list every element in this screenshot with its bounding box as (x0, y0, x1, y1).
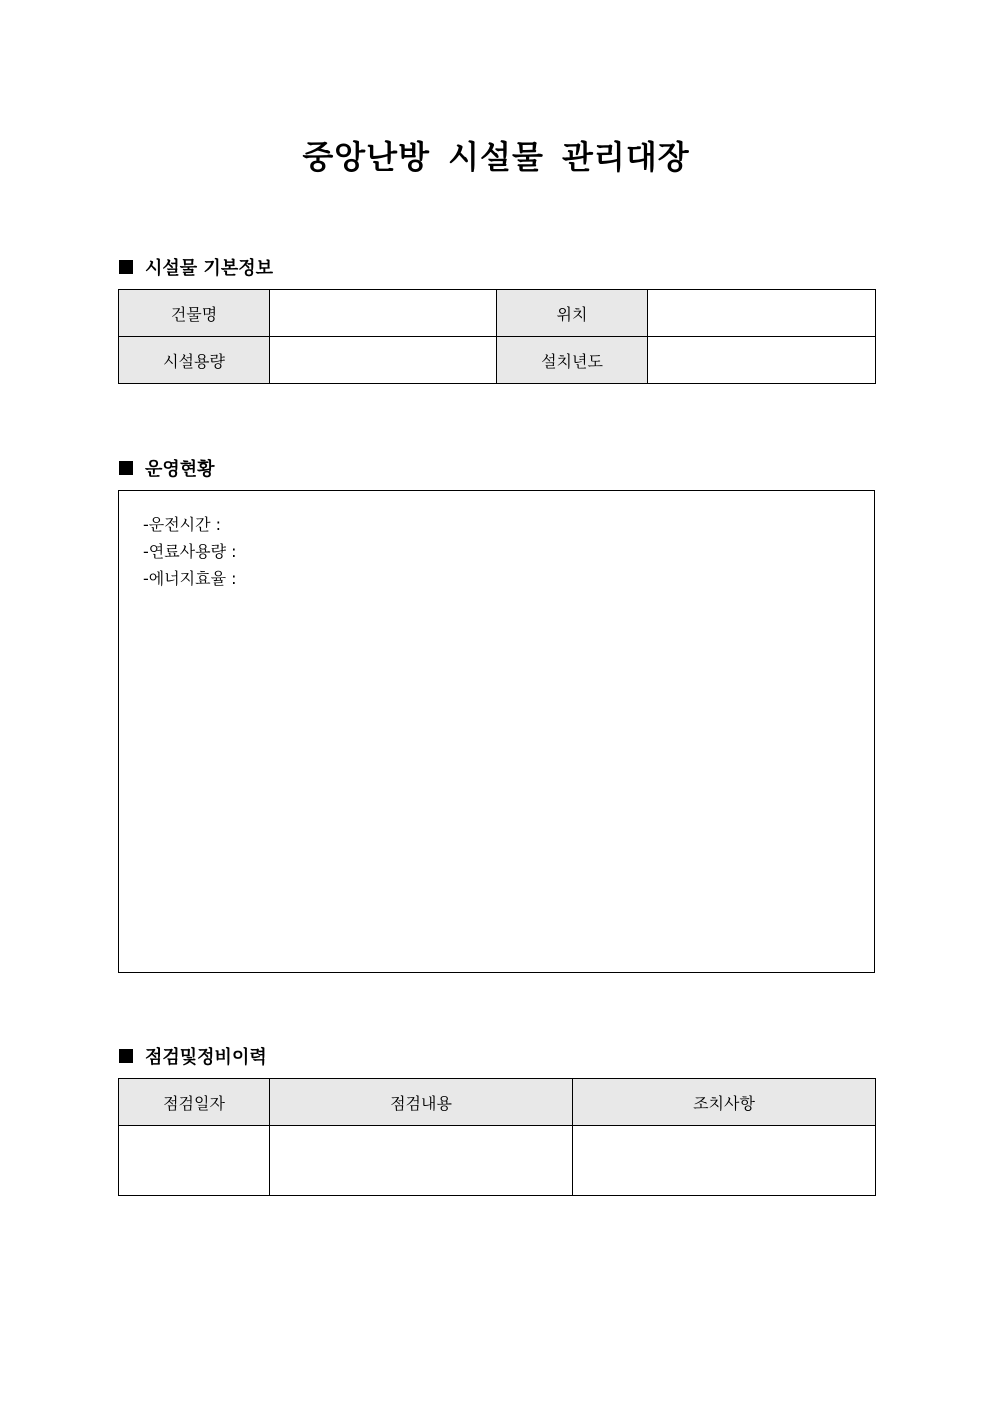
section-heading-basic-info (119, 254, 273, 280)
section-heading-label: 점검및정비이력 (145, 1047, 267, 1068)
operation-line-fuel-usage: -연료사용량 : (143, 542, 237, 561)
table-row (119, 337, 876, 384)
inspection-date-cell[interactable] (119, 1126, 270, 1196)
document-title: 중앙난방 시설물 관리대장 (302, 138, 690, 176)
table-row (119, 1126, 876, 1196)
table-row (119, 290, 876, 337)
operation-lines (143, 511, 237, 592)
capacity-field[interactable] (270, 337, 497, 384)
operation-line-run-time: -운전시간 : (143, 515, 222, 534)
column-header-inspection-content: 점검내용 (270, 1079, 573, 1126)
section-heading-label: 시설물 기본정보 (145, 258, 273, 279)
table-header-row (119, 1079, 876, 1126)
column-header-inspection-date: 점검일자 (119, 1079, 270, 1126)
section-heading-label: 운영현황 (145, 459, 215, 480)
label-install-year: 설치년도 (497, 337, 648, 384)
install-year-field[interactable] (648, 337, 876, 384)
operation-status-box[interactable] (118, 490, 875, 973)
location-field[interactable] (648, 290, 876, 337)
building-name-field[interactable] (270, 290, 497, 337)
operation-line-energy-efficiency: -에너지효율 : (143, 569, 237, 588)
inspection-history-table (118, 1078, 876, 1196)
inspection-content-cell[interactable] (270, 1126, 573, 1196)
square-bullet-icon (119, 461, 133, 475)
label-capacity: 시설용량 (119, 337, 270, 384)
action-taken-cell[interactable] (573, 1126, 876, 1196)
label-building-name: 건물명 (119, 290, 270, 337)
section-heading-inspection (119, 1043, 267, 1069)
section-heading-operation (119, 455, 215, 481)
basic-info-table (118, 289, 876, 384)
column-header-action-taken: 조치사항 (573, 1079, 876, 1126)
square-bullet-icon (119, 1049, 133, 1063)
label-location: 위치 (497, 290, 648, 337)
square-bullet-icon (119, 260, 133, 274)
